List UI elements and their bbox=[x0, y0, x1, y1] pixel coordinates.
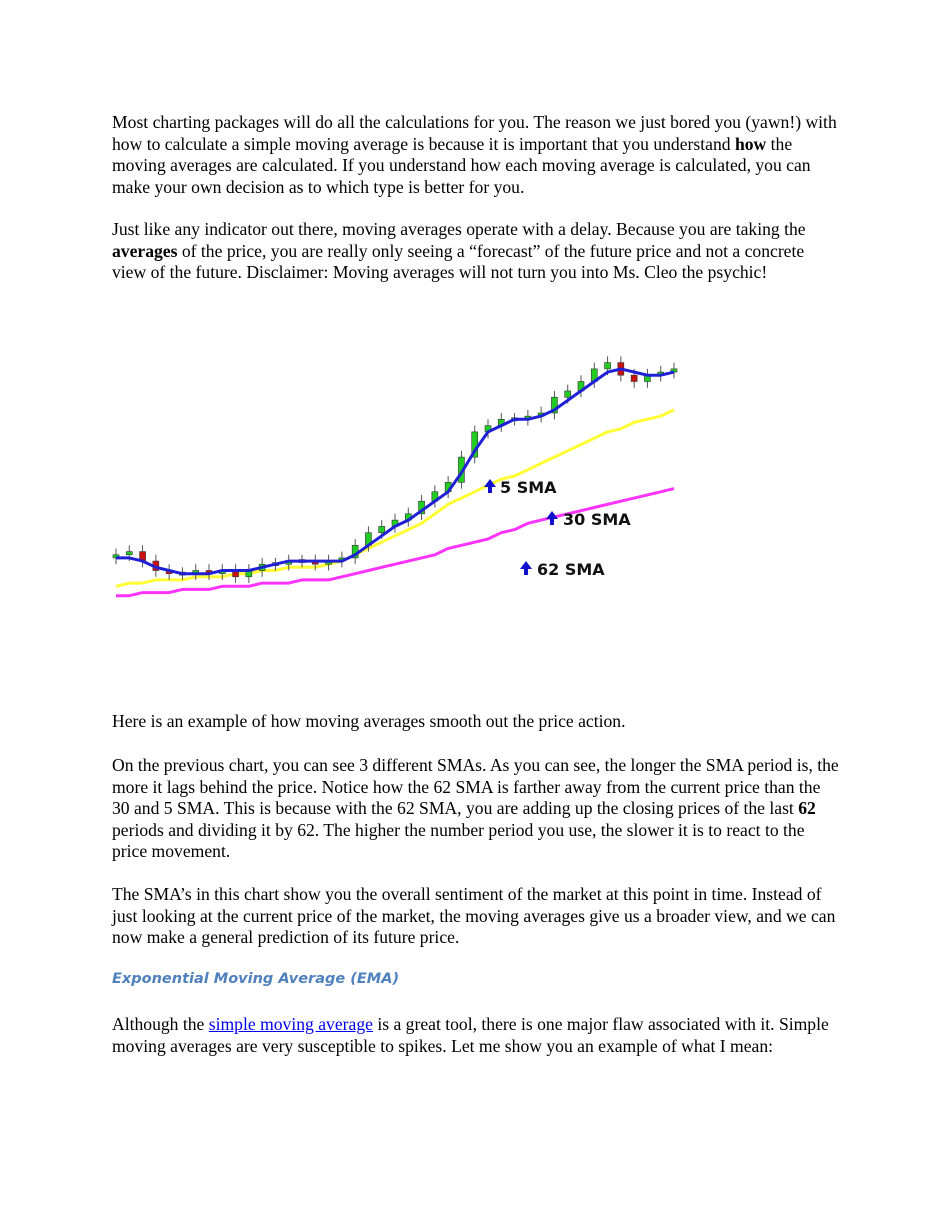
label-30-sma: 30 SMA bbox=[563, 510, 631, 529]
label-5-sma: 5 SMA bbox=[500, 478, 557, 497]
sma-chart-figure bbox=[112, 347, 682, 607]
paragraph-1: Most charting packages will do all the calculations for you. The reason we just bored you (yawn!) with how to calculate a simple moving average is because it is important that you understand how the moving averages are calculated. If you understand how each moving average is calculated, you can make your own decision as to which type is better for you. bbox=[112, 112, 837, 197]
paragraph-3: Here is an example of how moving averages smooth out the price action. bbox=[112, 711, 626, 731]
paragraph-4: On the previous chart, you can see 3 different SMAs. As you can see, the longer the SMA period is, the more it lags behind the price. Notice how the 62 SMA is farther away from the current price than the 30 and 5 SMA. This is because with the 62 SMA, you are adding up the closing prices of the last 62 periods and dividing it by 62. The higher the number period you use, the slower it is to react to the price movement. bbox=[112, 755, 839, 861]
candle bbox=[233, 564, 239, 583]
arrow-30-sma-icon bbox=[546, 511, 558, 525]
label-62-sma: 62 SMA bbox=[537, 560, 605, 579]
bold-how: how bbox=[734, 133, 767, 154]
arrow-62-sma-icon bbox=[520, 561, 532, 575]
paragraph-2: Just like any indicator out there, moving averages operate with a delay. Because you are taking the averages of the price, you are really only seeing a “forecast” of the future price and not a concrete view of the future. Disclaimer: Moving averages will not turn you into Ms. Cleo the psychic! bbox=[112, 219, 806, 282]
candle bbox=[246, 564, 252, 583]
candle bbox=[472, 426, 478, 464]
simple-moving-average-link[interactable]: simple moving average bbox=[208, 1014, 373, 1034]
candle-body bbox=[605, 363, 611, 369]
candle bbox=[113, 548, 119, 564]
candle bbox=[551, 391, 557, 419]
section-heading-ema: Exponential Moving Average (EMA) bbox=[112, 971, 400, 987]
bold-62: 62 bbox=[798, 798, 816, 818]
candle-body bbox=[631, 375, 637, 381]
candle bbox=[392, 514, 398, 533]
candle bbox=[644, 369, 650, 388]
candle bbox=[671, 363, 677, 379]
candle-body bbox=[379, 526, 385, 532]
sma-62-line bbox=[116, 489, 674, 596]
candle bbox=[140, 545, 146, 567]
candle bbox=[498, 413, 504, 432]
candle bbox=[326, 555, 332, 571]
paragraph-5: The SMA’s in this chart show you the overall sentiment of the market at this point in time. Instead of just looking at the current price of the market, the moving averages give us a broader view, and we can now make a general prediction of its future price. bbox=[112, 884, 836, 947]
candle-body bbox=[565, 391, 571, 397]
sma-chart bbox=[112, 347, 682, 607]
bold-averages: averages bbox=[112, 240, 178, 261]
sma-5-line bbox=[116, 369, 674, 574]
paragraph-6: Although the simple moving average is a great tool, there is one major flaw associated with it. Simple moving averages are very susceptible to spikes. Let me show you an example of what I mean: bbox=[112, 1014, 829, 1056]
candle-body bbox=[126, 552, 132, 555]
